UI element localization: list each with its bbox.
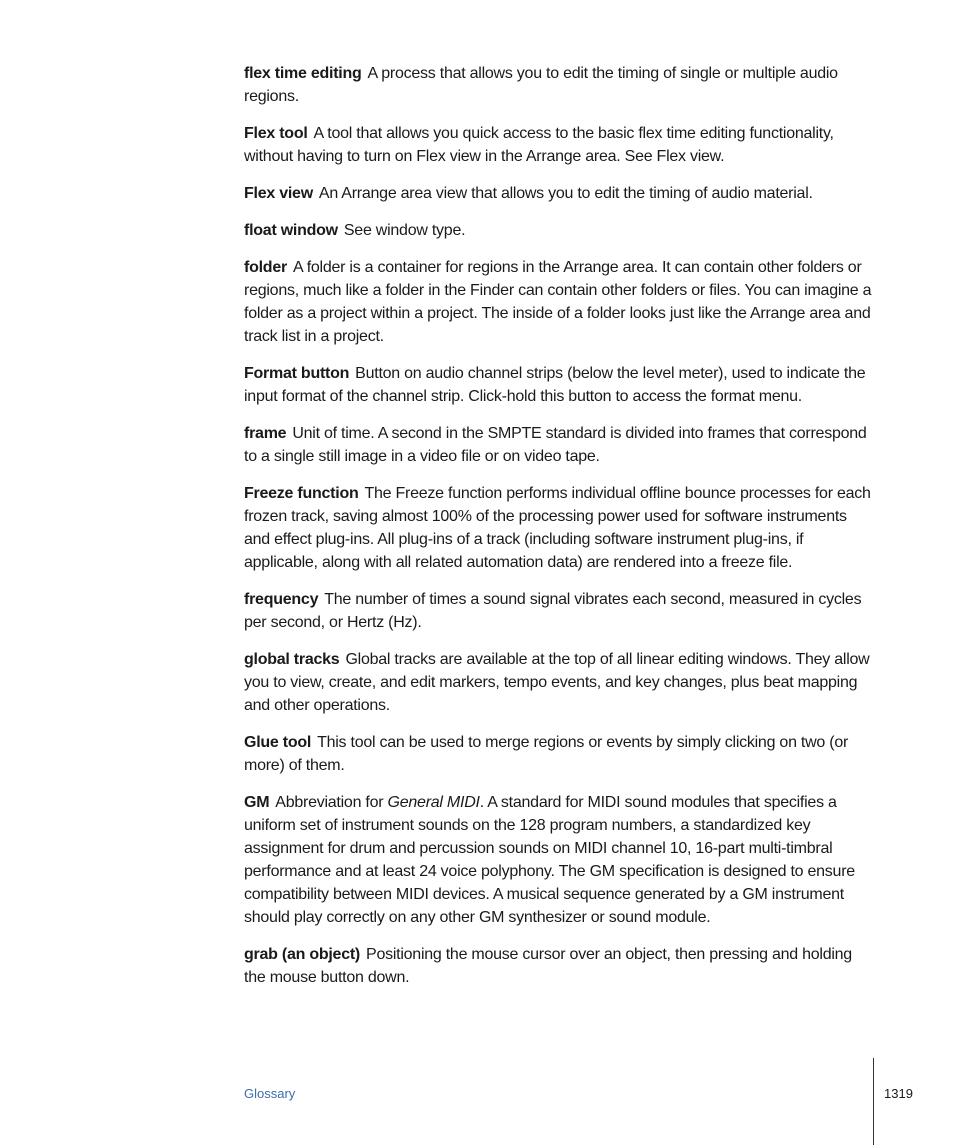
glossary-entry-flex-time-editing <box>244 62 876 108</box>
glossary-entry-gm <box>244 791 876 929</box>
entry-term: flex time editing <box>244 65 362 82</box>
entry-definition: An Arrange area view that allows you to edit the timing of audio material. <box>318 185 813 202</box>
glossary-entry-freeze-function <box>244 482 876 574</box>
entry-definition: This tool can be used to merge regions or events by simply clicking on two (or more) of them. <box>244 734 849 774</box>
entry-term: Freeze function <box>244 485 359 502</box>
entry-definition: A tool that allows you quick access to the basic flex time editing functionality, without having to turn on Flex view in the Arrange area. See Flex view. <box>244 125 834 165</box>
footer-section-label: Glossary <box>244 1086 296 1101</box>
entry-term: Flex view <box>244 185 313 202</box>
entry-definition: Unit of time. A second in the SMPTE standard is divided into frames that correspond to a single still image in a video file or on video tape. <box>244 425 867 465</box>
glossary-entry-folder <box>244 256 876 348</box>
glossary-entry-format-button <box>244 362 876 408</box>
entry-term: grab (an object) <box>244 946 361 963</box>
entry-definition: A folder is a container for regions in the Arrange area. It can contain other folders or regions, much like a folder in the Finder can contain other folders or files. You can imagine a folder as a project within a project. The inside of a folder looks just like the Arrange area and track list in a project. <box>244 259 872 345</box>
entry-term: Flex tool <box>244 125 308 142</box>
glossary-entries <box>244 62 876 1003</box>
footer-divider <box>873 1058 874 1145</box>
entry-term: frame <box>244 425 287 442</box>
glossary-entry-frequency <box>244 588 876 634</box>
glossary-entry-frame <box>244 422 876 468</box>
entry-term: float window <box>244 222 338 239</box>
glossary-entry-global-tracks <box>244 648 876 717</box>
entry-definition: Button on audio channel strips (below the level meter), used to indicate the input format of the channel strip. Click-hold this button to access the format menu. <box>244 365 866 405</box>
entry-term: folder <box>244 259 287 276</box>
entry-term: Format button <box>244 365 350 382</box>
entry-definition: A process that allows you to edit the timing of single or multiple audio regions. <box>244 65 838 105</box>
entry-term: frequency <box>244 591 319 608</box>
entry-term: Glue tool <box>244 734 312 751</box>
glossary-entry-flex-tool <box>244 122 876 168</box>
entry-term: GM <box>244 794 270 811</box>
entry-definition: Global tracks are available at the top of all linear editing windows. They allow you to view, create, and edit markers, tempo events, and key changes, plus beat mapping and other operations. <box>244 651 870 714</box>
entry-definition: The number of times a sound signal vibrates each second, measured in cycles per second, or Hertz (Hz). <box>244 591 862 631</box>
definition-text: . A standard for MIDI sound modules that specifies a uniform set of instrument sounds on the 128 program numbers, a standardized key assignment for drum and percussion sounds on MIDI channel 10, 16-part multi-timbral performance and at least 24 voice polyphony. The GM specification is designed to ensure compatibility between MIDI devices. A musical sequence generated by a GM instrument should play correctly on any other GM synthesizer or sound module. <box>244 794 855 926</box>
entry-definition: See window type. <box>343 222 466 239</box>
entry-definition: The Freeze function performs individual offline bounce processes for each frozen track, saving almost 100% of the processing power used for software instruments and effect plug-ins. All plug-ins of a track (including software instrument plug-ins, if applicable, along with all related automation data) are rendered into a freeze file. <box>244 485 871 571</box>
glossary-entry-grab <box>244 943 876 989</box>
glossary-entry-glue-tool <box>244 731 876 777</box>
entry-definition: Positioning the mouse cursor over an object, then pressing and holding the mouse button down. <box>244 946 852 986</box>
definition-text: Abbreviation for <box>275 794 388 811</box>
entry-term: global tracks <box>244 651 340 668</box>
glossary-entry-float-window <box>244 219 876 242</box>
page-number: 1319 <box>884 1086 913 1101</box>
glossary-entry-flex-view <box>244 182 876 205</box>
entry-definition <box>244 794 855 926</box>
definition-emphasis: General MIDI <box>387 794 480 811</box>
